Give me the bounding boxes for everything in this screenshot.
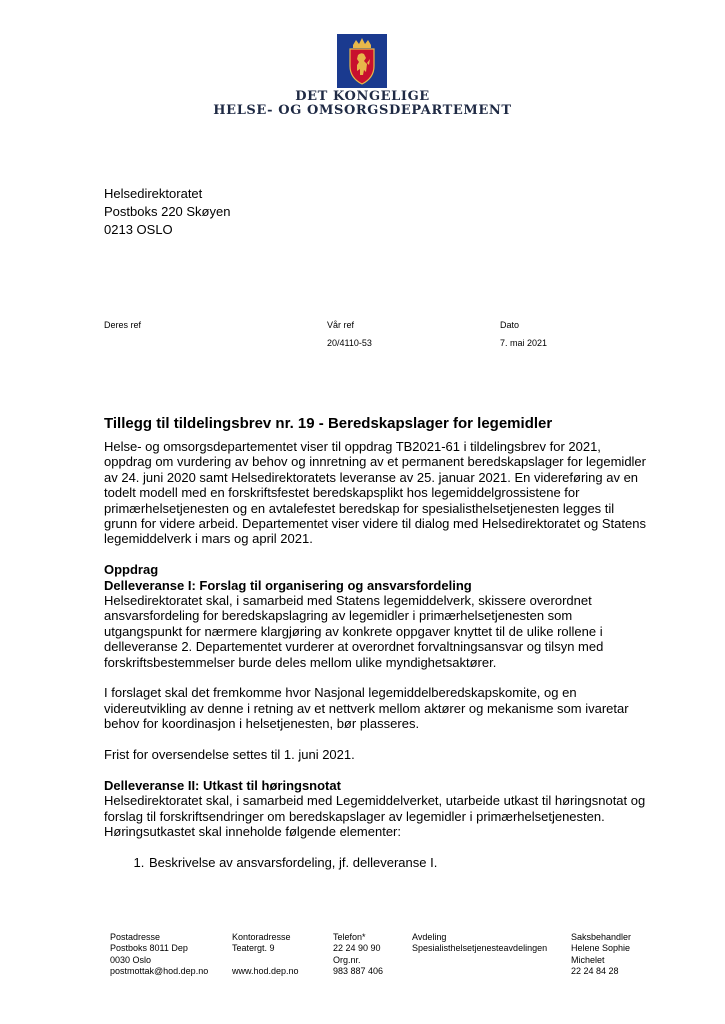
- org-name-line1: DET KONGELIGE: [295, 89, 430, 104]
- recipient-name: Helsedirektoratet: [104, 186, 203, 201]
- footer-avdeling: [412, 932, 547, 955]
- footer-label: Telefon*: [333, 932, 366, 942]
- footer-saksbehandler: [571, 932, 631, 977]
- letter-body: [104, 414, 649, 870]
- var-ref-value: 20/4110-53: [327, 338, 372, 348]
- date-value: 7. mai 2021: [500, 338, 548, 348]
- letter-title: Tillegg til tildelingsbrev nr. 19 - Beredskapslager for legemidler: [104, 415, 553, 432]
- date-label: Dato: [500, 320, 520, 330]
- delleveranse1-paragraph: Helsedirektoratet skal, i samarbeid med Statens legemiddelverk, skissere overordnet ansvarsfordeling for beredskapslagring av legemidler i primærhelsetjenesten som utgangspunkt for nærmere klargjøring av konkrete oppgaver knyttet til de ulike rollene i delleveranse 2. Departementet vurderer at overordnet forvaltningsansvar og tilsyn med forskriftsbestemmelser burde deles mellom ulike myndighetsaktører.: [104, 593, 604, 670]
- footer-text: Michelet: [571, 954, 605, 965]
- delleveranse2-paragraph: Helsedirektoratet skal, i samarbeid med Legemiddelverket, utarbeide utkast til høringsnotat og forslag til forskriftsendringer om beredskapslager av legemidler i primærhelsetjenesten. Høringsutkastet skal inneholde følgende elementer:: [104, 793, 646, 840]
- delleveranse1-paragraph-2: I forslaget skal det fremkomme hvor Nasjonal legemiddelberedskapskomite, og en videreutvikling av denne i retning av et nettverk mellom aktører og mekanisme som ivaretar behov for koordinasjon i helsetjenesten, bør plasseres.: [104, 685, 629, 732]
- footer-label: Saksbehandler: [571, 932, 632, 942]
- footer-label: Kontoradresse: [232, 932, 291, 942]
- footer-email: postmottak@hod.dep.no: [110, 965, 209, 976]
- norwegian-coat-of-arms-icon: [337, 34, 387, 88]
- section-heading-oppdrag: Oppdrag: [104, 562, 159, 578]
- footer-text: Org.nr.: [333, 954, 361, 965]
- footer-text: Helene Sophie: [571, 943, 631, 954]
- footer-text: 0030 Oslo: [110, 954, 152, 965]
- footer-label: Avdeling: [412, 932, 447, 942]
- elements-list: [104, 855, 649, 870]
- footer-text: Postboks 8011 Dep: [110, 943, 188, 954]
- deres-ref-label: Deres ref: [104, 320, 142, 330]
- footer-org-number: 983 887 406: [333, 965, 384, 976]
- footer-phone: 22 24 84 28: [571, 965, 619, 976]
- org-name-line2: HELSE- OG OMSORGSDEPARTEMENT: [213, 103, 512, 118]
- footer-kontoradresse: [232, 932, 299, 977]
- footer-text: Spesialisthelsetjenesteavdelingen: [412, 943, 548, 954]
- footer-text: [232, 955, 299, 966]
- delleveranse2-heading: Delleveranse II: Utkast til høringsnotat: [104, 777, 341, 793]
- recipient-street: Postboks 220 Skøyen: [104, 204, 231, 219]
- footer-telefon: [333, 932, 383, 977]
- deadline-paragraph: Frist for oversendelse settes til 1. juni 2021.: [104, 747, 355, 763]
- footer-text: Teatergt. 9: [232, 943, 275, 954]
- var-ref-label: Vår ref: [327, 320, 355, 330]
- recipient-address: [104, 185, 230, 239]
- recipient-postcode: 0213 OSLO: [104, 222, 173, 237]
- footer-website: www.hod.dep.no: [232, 965, 299, 976]
- footer-label: Postadresse: [110, 932, 161, 942]
- delleveranse1-heading: Delleveranse I: Forslag til organisering og ansvarsfordeling: [104, 577, 472, 593]
- footer-phone: 22 24 90 90: [333, 943, 381, 954]
- intro-paragraph: Helse- og omsorgsdepartementet viser til oppdrag TB2021-61 i tildelingsbrev for 2021, oppdrag om vurdering av behov og innretning av et permanent beredskapslager for legemidler av 24. juni 2020 samt Helsedirektoratets leveranse av 25. januar 2021. En videreføring av en todelt modell med en forskriftsfestet beredskapsplikt hos legemiddelgrossistene for primærhelsetjenesten og en avtalefestet beredskap for spesialisthelsetjenesten legges til grunn for videre arbeid. Departementet viser videre til dialog med Helsedirektoratet og Statens legemiddelverk i mars og april 2021.: [104, 439, 646, 547]
- list-item: 1. Beskrivelse av ansvarsfordeling, jf. delleveranse I.: [148, 855, 649, 870]
- footer-postadresse: [110, 932, 208, 977]
